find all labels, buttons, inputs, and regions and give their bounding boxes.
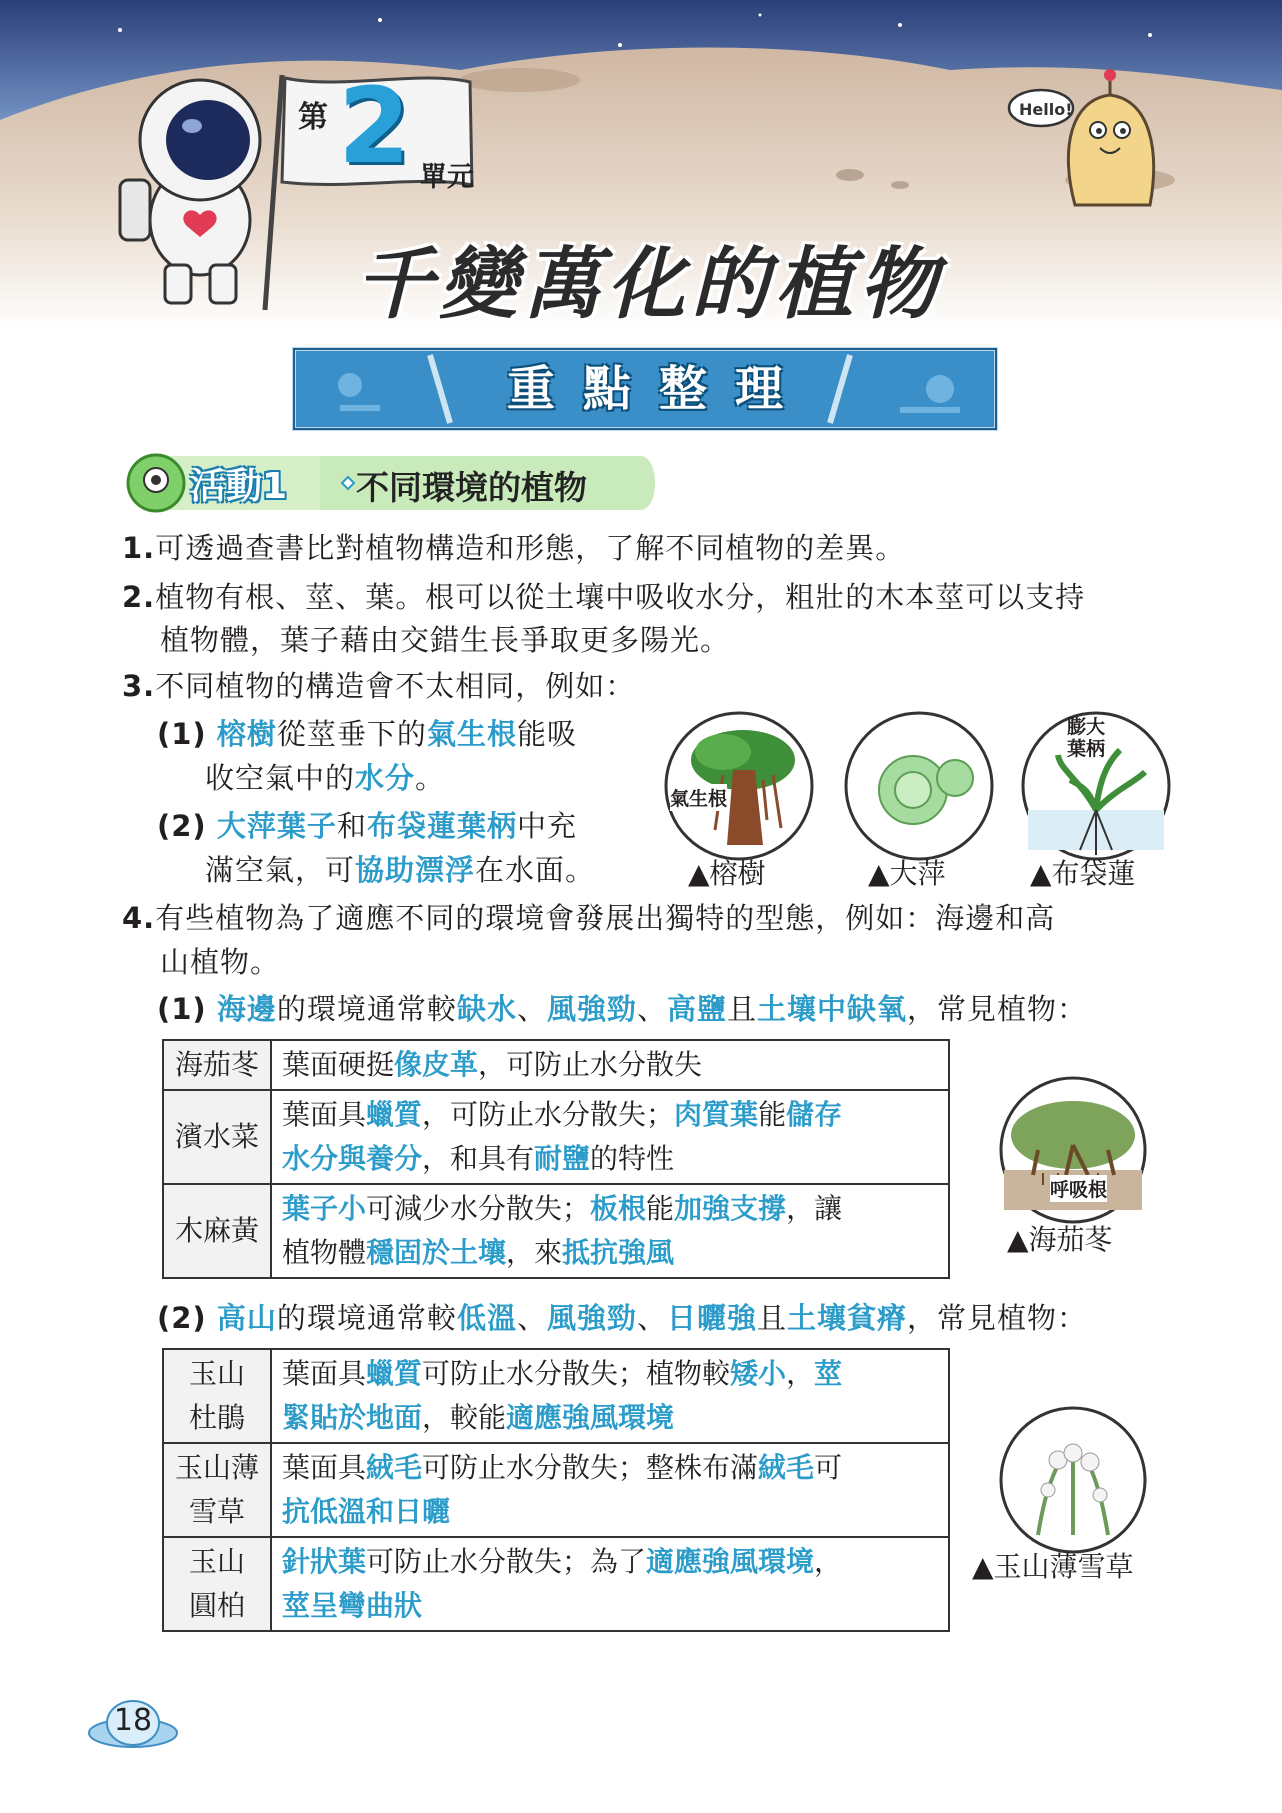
- item-3: [122, 664, 635, 708]
- banyan-aerial-root-label: 氣生根: [670, 784, 727, 811]
- table-row: [163, 1443, 949, 1537]
- page-number: 18: [113, 1703, 153, 1738]
- edelweiss-caption: ▲玉山薄雪草: [972, 1550, 1134, 1583]
- item-4-number: 4.: [122, 901, 156, 935]
- coastal-plants-table: [162, 1039, 950, 1279]
- item-3-sub-1-line-1: (1) 榕樹從莖垂下的氣生根能吸: [157, 717, 577, 751]
- plant-description: 針狀葉可防止水分散失；為了適應強風環境， 莖呈彎曲狀: [271, 1537, 949, 1631]
- table-row: [163, 1090, 949, 1184]
- plant-name: 海茄苳: [163, 1040, 271, 1090]
- unit-suffix: 單元: [420, 162, 474, 193]
- plant-description: 葉面具絨毛可防止水分散失；整株布滿絨毛可 抗低溫和日曬: [271, 1443, 949, 1537]
- item-2-text: 植物有根、莖、葉。根可以從土壤中吸收水分，粗壯的木本莖可以支持: [155, 580, 1086, 614]
- banyan-caption: ▲榕樹: [688, 857, 766, 890]
- item-4-sub-1: (1) 海邊的環境通常較缺水、風強勁、高鹽且土壤中缺氧，常見植物：: [157, 992, 1088, 1026]
- table-row: [163, 1184, 949, 1278]
- plant-name: 玉山薄 雪草: [163, 1443, 271, 1537]
- item-4-sub-2: (2) 高山的環境通常較低溫、風強勁、日曬強且土壤貧瘠，常見植物：: [157, 1301, 1088, 1335]
- chapter-header: [0, 0, 1282, 330]
- water-lettuce-caption: ▲大萍: [868, 857, 946, 890]
- item-1: [122, 526, 905, 570]
- plant-description: 葉面硬挺像皮革，可防止水分散失: [271, 1040, 949, 1090]
- mangrove-caption: ▲海茄苳: [1007, 1223, 1113, 1256]
- unit-prefix: 第: [298, 100, 328, 135]
- water-lettuce-figure: [843, 710, 995, 862]
- activity-title: 不同環境的植物: [356, 468, 587, 507]
- item-4-line-2: 山植物。: [160, 945, 281, 979]
- plant-name: 玉山 圓柏: [163, 1537, 271, 1631]
- plant-name: 濱水菜: [163, 1090, 271, 1184]
- water-hyacinth-caption: ▲布袋蓮: [1030, 857, 1136, 890]
- item-2-line-2: 植物體，葉子藉由交錯生長爭取更多陽光。: [160, 623, 731, 657]
- plant-description: 葉面具蠟質可防止水分散失；植物較矮小，莖 緊貼於地面，較能適應強風環境: [271, 1349, 949, 1443]
- item-3-sub-1-line-2: 收空氣中的水分。: [205, 761, 446, 795]
- table-row: [163, 1349, 949, 1443]
- page-number-badge: [88, 1695, 178, 1755]
- edelweiss-figure: [998, 1405, 1148, 1555]
- item-2-line-1: [122, 575, 1085, 619]
- item-3-text: 不同植物的構造會不太相同，例如：: [155, 669, 636, 703]
- summary-banner: [290, 345, 1000, 433]
- plant-name: 玉山 杜鵑: [163, 1349, 271, 1443]
- activity-header: [120, 448, 660, 518]
- mangrove-breathing-root-label: 呼吸根: [1050, 1175, 1107, 1202]
- table-row: [163, 1040, 949, 1090]
- plant-description: 葉子小可減少水分散失；板根能加強支撐，讓 植物體穩固於土壤，來抵抗強風: [271, 1184, 949, 1278]
- item-4-line-1: [122, 896, 1055, 940]
- page-title: 千變萬化的植物: [355, 240, 944, 330]
- plant-description: 葉面具蠟質，可防止水分散失；肉質葉能儲存 水分與養分，和具有耐鹽的特性: [271, 1090, 949, 1184]
- activity-label: 活動1: [190, 466, 288, 507]
- plant-name: 木麻黃: [163, 1184, 271, 1278]
- alien-greeting: Hello!: [1019, 100, 1073, 119]
- item-1-text: 可透過查書比對植物構造和形態，了解不同植物的差異。: [155, 531, 906, 565]
- unit-number: 2: [338, 65, 411, 187]
- alpine-plants-table: [162, 1348, 950, 1632]
- item-3-sub-2-line-2: 滿空氣，可協助漂浮在水面。: [205, 853, 596, 887]
- item-3-sub-2-line-1: (2) 大萍葉子和布袋蓮葉柄中充: [157, 809, 577, 843]
- hyacinth-petiole-label: 膨大 葉柄: [1067, 716, 1106, 760]
- mangrove-figure: [998, 1075, 1148, 1225]
- item-4-text: 有些植物為了適應不同的環境會發展出獨特的型態，例如：海邊和高: [155, 901, 1056, 935]
- table-row: [163, 1537, 949, 1631]
- item-1-number: 1.: [122, 531, 156, 565]
- item-2-number: 2.: [122, 580, 156, 614]
- banner-title: 重點整理: [506, 361, 811, 417]
- item-3-number: 3.: [122, 669, 156, 703]
